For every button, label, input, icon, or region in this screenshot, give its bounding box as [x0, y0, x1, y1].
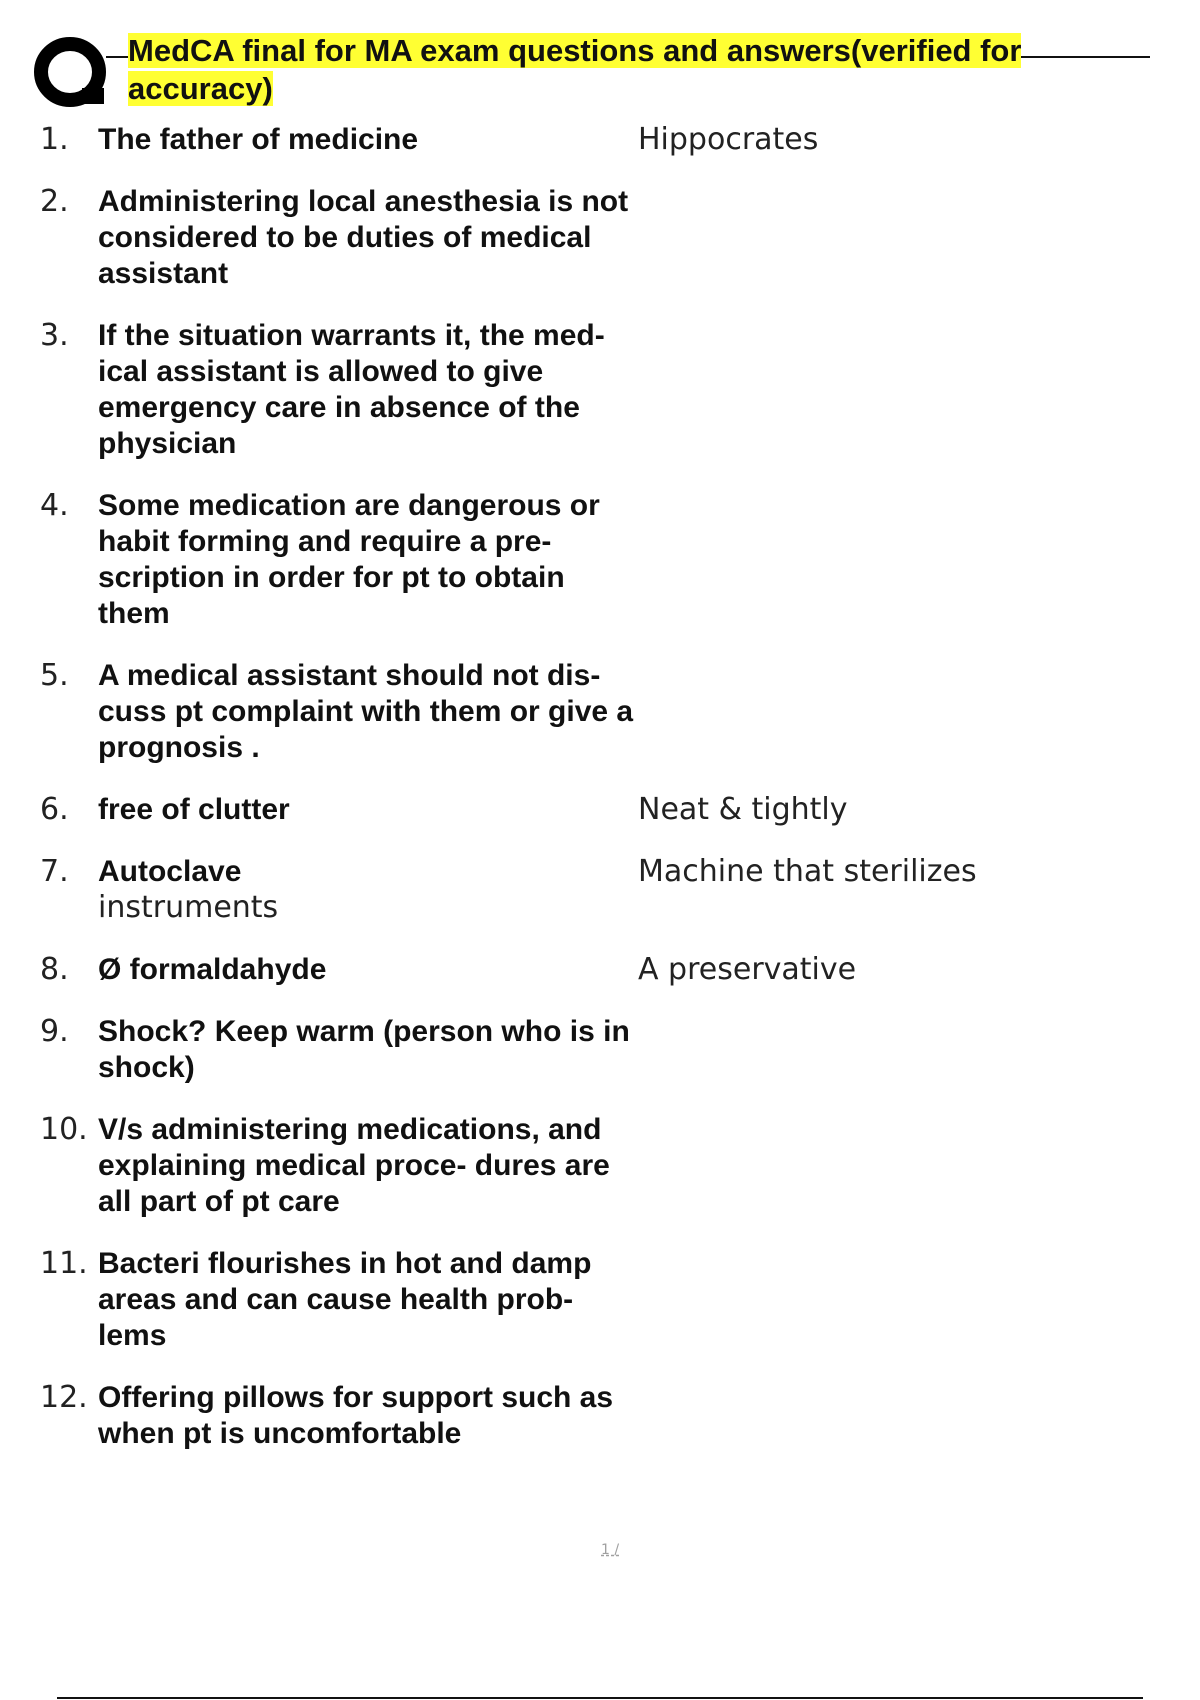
item-number: 9.: [40, 1014, 69, 1049]
question-text: Ø formaldahyde: [98, 953, 327, 986]
document-header: [30, 30, 1150, 115]
footer-rule: [57, 1697, 1143, 1699]
qa-item: [40, 952, 1140, 988]
item-number: 2.: [40, 184, 69, 219]
question-text: free of clutter: [98, 793, 290, 826]
qa-item: [40, 792, 1140, 828]
item-number: 7.: [40, 854, 69, 889]
qa-item: [40, 1380, 1140, 1452]
answer-text: Neat & tightly: [638, 792, 848, 827]
qa-item: [40, 122, 1140, 158]
answer-text: Hippocrates: [638, 122, 819, 157]
question-main: Autoclave: [98, 855, 242, 888]
question-text: A medical assistant should not dis- cuss pt complaint with them or give a prognosis .: [98, 659, 634, 764]
question-text: Offering pillows for support such as when pt is uncomfortable: [98, 1381, 614, 1450]
item-number: 5.: [40, 658, 69, 693]
item-number: 1.: [40, 122, 69, 157]
item-number: 3.: [40, 318, 69, 353]
qa-item: [40, 184, 1140, 292]
answer-text: Machine that sterilizes: [638, 854, 977, 889]
question-text: The father of medicine: [98, 123, 419, 156]
answer-text: A preservative: [638, 952, 857, 987]
item-number: 10.: [40, 1112, 88, 1147]
question-text: V/s administering medications, and explaining medical proce- dures are all part of pt care: [98, 1113, 610, 1218]
question-text: Administering local anesthesia is not considered to be duties of medical assistant: [98, 185, 629, 290]
question-text: If the situation warrants it, the med- ical assistant is allowed to give emergency care in absence of the physician: [98, 319, 605, 460]
title-line-2: accuracy): [128, 71, 273, 106]
page-title: [128, 32, 1088, 108]
item-number: 4.: [40, 488, 69, 523]
q-logo-icon: [32, 34, 112, 114]
question-text: Shock? Keep warm (person who is in shock): [98, 1015, 630, 1084]
item-number: 12.: [40, 1380, 88, 1415]
item-number: 8.: [40, 952, 69, 987]
question-text: [98, 854, 638, 926]
question-text: Some medication are dangerous or habit forming and require a pre- scription in order for pt to obtain them: [98, 489, 600, 630]
qa-list: [40, 122, 1140, 1478]
qa-item: [40, 318, 1140, 462]
qa-item: [40, 658, 1140, 766]
item-number: 6.: [40, 792, 69, 827]
qa-item: [40, 1112, 1140, 1220]
title-line-1: MedCA final for MA exam questions and answers(verified for: [128, 33, 1022, 68]
question-continuation: instruments: [98, 890, 279, 925]
qa-item: [40, 854, 1140, 926]
qa-item: [40, 488, 1140, 632]
page-number: 1 /: [601, 1542, 620, 1558]
qa-item: [40, 1014, 1140, 1086]
qa-item: [40, 1246, 1140, 1354]
question-text: Bacteri flourishes in hot and damp areas and can cause health prob- lems: [98, 1247, 592, 1352]
item-number: 11.: [40, 1246, 88, 1281]
